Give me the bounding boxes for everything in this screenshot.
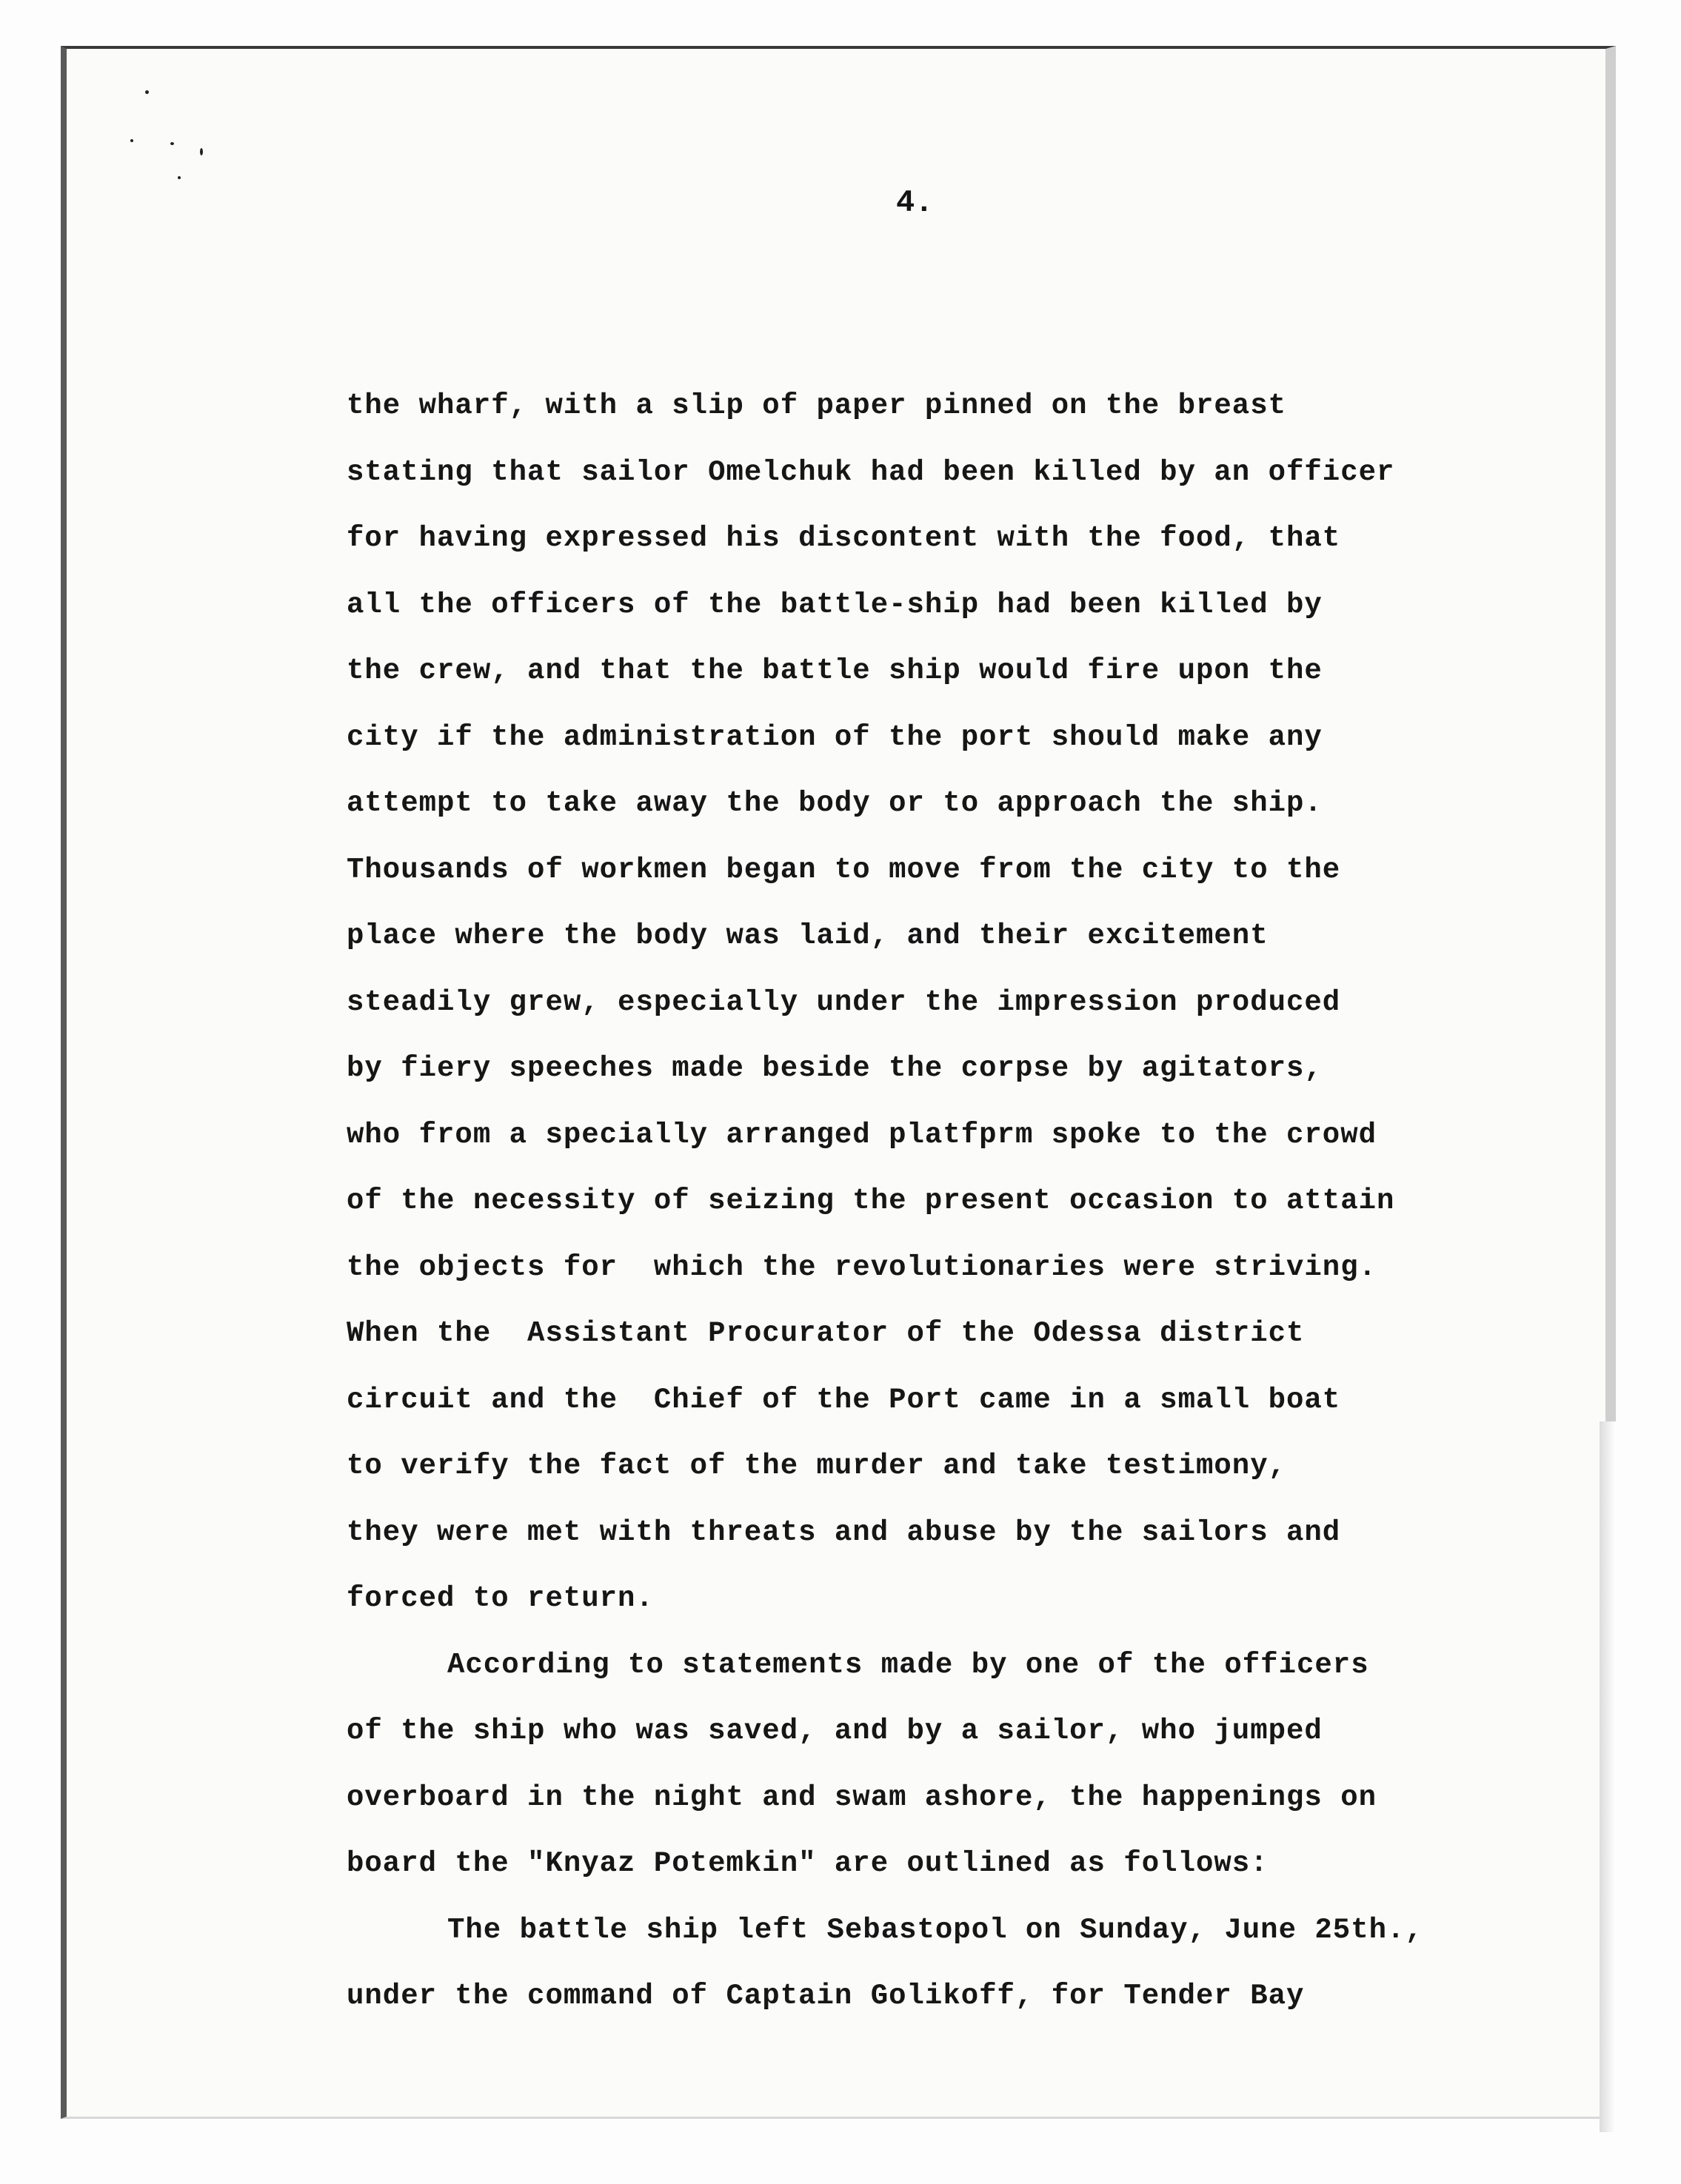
text-line: to verify the fact of the murder and take testimony,: [347, 1450, 1286, 1482]
text-line: stating that sailor Omelchuk had been killed by an officer: [347, 455, 1395, 489]
scan-speck: [145, 90, 149, 94]
paragraph-start-line: According to statements made by one of the officers: [447, 1648, 1369, 1681]
text-line: place where the body was laid, and their excitement: [347, 920, 1269, 952]
text-line: forced to return.: [347, 1582, 654, 1615]
scan-speck: [130, 139, 133, 142]
text-line: by fiery speeches made beside the corpse by agitators,: [347, 1052, 1323, 1085]
page-edge-shadow: [1600, 1421, 1616, 2132]
text-line: overboard in the night and swam ashore, the happenings on: [347, 1781, 1377, 1814]
text-line: Thousands of workmen began to move from the city to the: [347, 853, 1341, 886]
text-line: circuit and the Chief of the Port came in a small boat: [347, 1383, 1341, 1416]
text-line: of the necessity of seizing the present occasion to attain: [347, 1185, 1395, 1217]
text-line: the wharf, with a slip of paper pinned on the breast: [347, 389, 1286, 422]
text-line: the objects for which the revolutionaries were striving.: [347, 1250, 1377, 1284]
scan-speck: [178, 176, 181, 179]
text-line: for having expressed his discontent with the food, that: [347, 522, 1341, 555]
text-line: board the "Knyaz Potemkin" are outlined as follows:: [347, 1847, 1269, 1880]
text-line: attempt to take away the body or to approach the ship.: [347, 787, 1323, 820]
text-line: When the Assistant Procurator of the Odessa district: [347, 1317, 1305, 1350]
page-number: 4.: [896, 185, 934, 221]
text-line: they were met with threats and abuse by the sailors and: [347, 1515, 1341, 1549]
paragraph-start-line: The battle ship left Sebastopol on Sunday, June 25th.,: [447, 1913, 1423, 1946]
text-line: of the ship who was saved, and by a sailor, who jumped: [347, 1715, 1323, 1747]
text-line: who from a specially arranged platfprm spoke to the crowd: [347, 1118, 1377, 1151]
text-line: city if the administration of the port should make any: [347, 720, 1323, 754]
text-line: steadily grew, especially under the impression produced: [347, 985, 1341, 1019]
text-line: under the command of Captain Golikoff, for Tender Bay: [347, 1980, 1305, 2012]
text-line: all the officers of the battle-ship had been killed by: [347, 588, 1323, 621]
body-text: [347, 383, 1561, 2040]
text-line: the crew, and that the battle ship would fire upon the: [347, 654, 1323, 687]
scan-speck: [170, 142, 174, 145]
scan-speck: [200, 148, 203, 155]
